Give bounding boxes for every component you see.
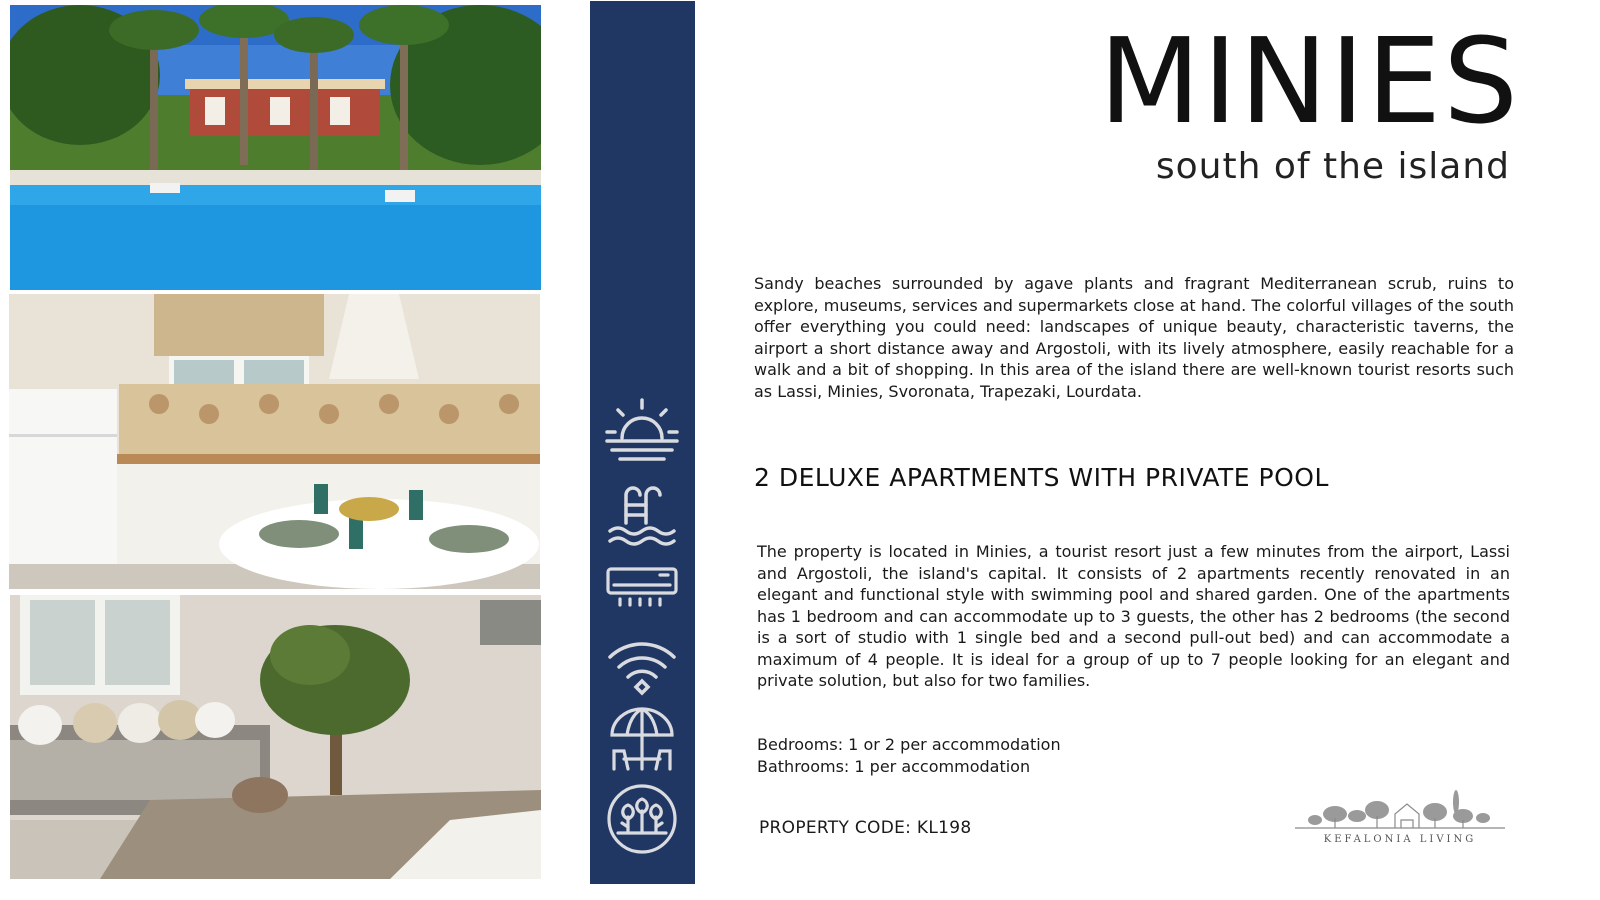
- description-paragraph: The property is located in Minies, a tourist resort just a few minutes from the airport, Lassi and Argostoli, the island's capital. It consists of 2 apartments recently renovated in an elegant and functional style with swimming pool and shared garden. One of the apartments has 1 bedroom and can accommodate up to 3 guests, the other has 2 bedrooms (the second is a sort of studio with 1 single bed and a second pull-out bed) and can accommodate a maximum of 4 people. It is ideal for a group of up to 7 people looking for an elegant and private solution, but also for two families.: [757, 542, 1510, 690]
- brand-logo: [1295, 790, 1505, 850]
- beach-umbrella-icon: [604, 701, 680, 777]
- sun-icon: [604, 394, 680, 470]
- bathrooms-fact: Bathrooms: 1 per accommodation: [757, 757, 1031, 776]
- intro-paragraph: Sandy beaches surrounded by agave plants and fragrant Mediterranean scrub, ruins to explore, museums, services and supermarkets close at hand. The colorful villages of the south offer everything you could need: landscapes of unique beauty, characteristic taverns, the airport a short distance away and Argostoli, with its lively atmosphere, easily reachable for a walk and a bit of shopping. In this area of the island there are well-known tourist resorts such as Lassi, Minies, Svoronata, Trapezaki, Lourdata.: [754, 274, 1514, 401]
- brand-logo-text: KEFALONIA LIVING: [1323, 834, 1477, 845]
- wifi-icon: [604, 627, 680, 703]
- pool-photo: [10, 5, 541, 290]
- pool-ladder-icon: [604, 477, 680, 553]
- kitchen-photo: [9, 294, 540, 589]
- section-title: 2 DELUXE APARTMENTS WITH PRIVATE POOL: [754, 463, 1329, 492]
- garden-icon: [604, 781, 680, 857]
- amenities-band: [590, 1, 695, 884]
- bedroom-photo: [10, 595, 541, 879]
- olive-trees-icon: [1295, 790, 1505, 830]
- page-subtitle: south of the island: [1155, 146, 1510, 187]
- page-title: MINIES: [1098, 12, 1520, 150]
- property-facts: [757, 734, 1061, 778]
- bedrooms-fact: Bedrooms: 1 or 2 per accommodation: [757, 735, 1061, 754]
- property-code: PROPERTY CODE: KL198: [759, 818, 972, 838]
- air-conditioner-icon: [604, 549, 680, 625]
